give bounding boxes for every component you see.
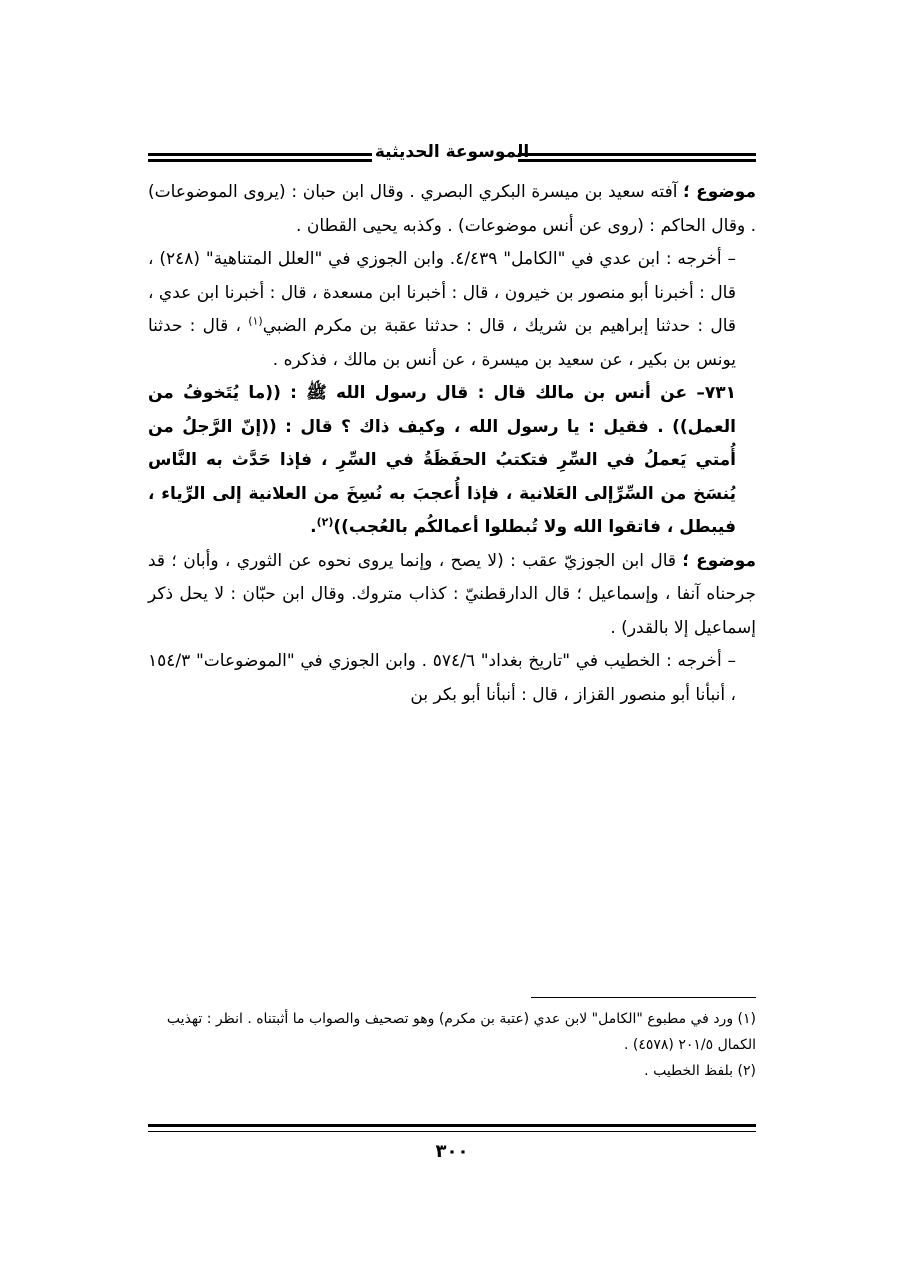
footnote-marker-1[interactable]: (١) [248, 314, 263, 328]
paragraph-grading-2 [148, 545, 756, 646]
paragraph-takhrij-2 [148, 645, 756, 712]
grading-label: موضوع ؛ [683, 182, 756, 202]
footnote-1: (١) ورد في مطبوع "الكامل" لابن عدي (عتبة بن مكرم) وهو تصحيف والصواب ما أثبتناه . انظر : تهذيب الكمال ٢٠١/٥ (٤٥٧٨) . [166, 1011, 756, 1053]
header-rule-left [148, 153, 372, 165]
paragraph-takhrij-1 [148, 243, 756, 377]
footnote-separator [531, 997, 756, 998]
hadith-731 [148, 377, 756, 545]
paragraph-text-continued: ، قال : حدثنا يونس بن بكير ، عن سعيد بن ميسرة ، عن أنس بن مالك ، فذكره . [148, 316, 736, 370]
hadith-end: . [310, 517, 317, 537]
footer-rule [148, 1124, 756, 1132]
footnotes [148, 1006, 756, 1084]
page-number: ٣٠٠ [435, 1141, 469, 1162]
paragraph-grading-1 [148, 176, 756, 243]
paragraph-text: قال ابن الجوزيّ عقب : (لا يصح ، وإنما يروى نحوه عن الثوري ، وأبان ؛ قد جرحناه آنفا ، وإسماعيل ؛ قال الدارقطنيّ : كذاب متروك. وقال ابن حبّان : لا يحل ذكر إسماعيل إلا بالقدر) . [148, 550, 756, 638]
footnote-marker-2[interactable]: (٢) [316, 515, 334, 529]
paragraph-text: آفته سعيد بن ميسرة البكري البصري . وقال ابن حبان : (يروى الموضوعات) . وقال الحاكم : (روى عن أنس موضوعات) . وكذبه يحيى القطان . [148, 182, 756, 236]
header-title: الموسوعة الحديثية [374, 142, 530, 162]
grading-label: موضوع ؛ [682, 550, 756, 571]
paragraph-text: – أخرجه : الخطيب في "تاريخ بغداد" ٥٧٤/٦ . وابن الجوزي في "الموضوعات" ١٥٤/٣ ، أنبأنا أبو منصور القزاز ، قال : أنبأنا أبو بكر بن [148, 651, 736, 705]
main-text [148, 176, 756, 712]
paragraph-text: – أخرجه : ابن عدي في "الكامل" ٤/٤٣٩. وابن الجوزي في "العلل المتناهية" (٢٤٨) ، قال : أخبرنا أبو منصور بن خيرون ، قال : أخبرنا ابن مسعدة ، قال : أخبرنا ابن عدي ، قال : حدثنا إبراهيم بن شريك ، قال : حدثنا عقبة بن مكرم الضبي [148, 249, 736, 336]
running-header [148, 140, 756, 176]
footnote-2: (٢) بلفظ الخطيب . [644, 1063, 756, 1079]
hadith-text: ٧٣١– عن أنس بن مالك قال : قال رسول الله ﷺ : ((ما يُتَخوفُ من العمل)) . فقيل : يا رسول الله ، وكيف ذاك ؟ قال : ((إنّ الرَّجلُ من أُمتي يَعملُ في السِّرِ فتكتبُ الحفَظَةُ في السِّرِ ، فإذا حَدَّث به النَّاس يُنسَخ من السِّرِّإلى العَلانية ، فإذا أُعجبَ به نُسِخَ من العلانية إلى الرِّياء ، فيبطل ، فاتقوا الله ولا تُبطلوا أعمالكُم بالعُجب)) [148, 383, 736, 537]
